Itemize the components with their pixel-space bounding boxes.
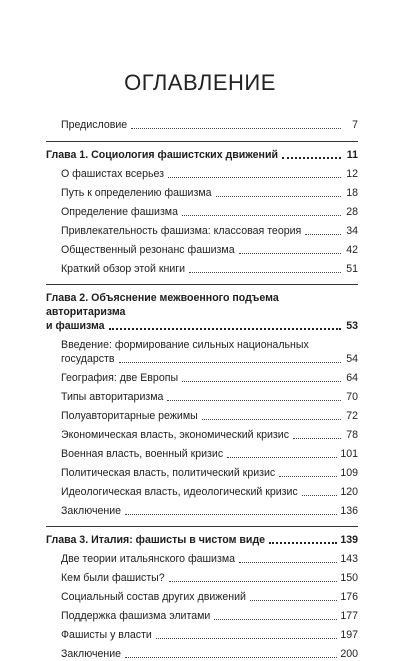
toc-entry-label: Экономическая власть, экономический кризис (61, 429, 289, 441)
toc-page-number: 139 (340, 534, 358, 546)
toc-page-number: 28 (346, 206, 358, 218)
toc-page-number: 177 (340, 610, 358, 622)
dot-leader (227, 456, 337, 458)
toc-page-number: 136 (340, 505, 358, 517)
toc-entry[interactable] (46, 167, 358, 181)
toc-entry[interactable] (46, 571, 358, 585)
toc-entry[interactable] (46, 466, 358, 480)
toc-page-number: 109 (340, 467, 358, 479)
toc-entry[interactable] (46, 447, 358, 461)
toc-entry[interactable] (46, 647, 358, 661)
chapter-divider (46, 141, 358, 142)
dot-leader (279, 475, 337, 477)
toc-entry-intro[interactable] (46, 352, 358, 366)
dot-leader (125, 656, 337, 658)
dot-leader (239, 252, 341, 254)
chapter-title: Глава 1. Социология фашистских движений (46, 149, 278, 161)
toc-page-number: 11 (346, 149, 358, 161)
dot-leader (305, 233, 341, 235)
toc-entry-label: Идеологическая власть, идеологический кризис (61, 486, 298, 498)
toc-page-number: 200 (340, 648, 358, 660)
chapter-divider (46, 526, 358, 527)
toc-entry[interactable] (46, 243, 358, 257)
toc-page-number: 64 (346, 372, 358, 384)
dot-leader (214, 618, 337, 620)
chapter-title: Глава 3. Италия: фашисты в чистом виде (46, 534, 266, 546)
toc-entry[interactable] (46, 552, 358, 566)
toc-entry-label: Две теории итальянского фашизма (61, 553, 235, 565)
dot-leader (109, 327, 341, 330)
toc-entry-label: Краткий обзор этой книги (61, 263, 186, 275)
toc-page-number: 70 (346, 391, 358, 403)
toc-page-number: 120 (340, 486, 358, 498)
toc-chapter-1[interactable] (46, 148, 358, 162)
toc-entry[interactable] (46, 205, 358, 219)
toc-entry-label: О фашистах всерьез (61, 168, 164, 180)
toc-entry-label: Заключение (61, 648, 122, 660)
toc-page-number: 7 (352, 119, 358, 131)
chapter-divider (46, 284, 358, 285)
toc-entry-label: Политическая власть, политический кризис (61, 467, 276, 479)
dot-leader (156, 637, 337, 639)
dot-leader (302, 494, 338, 496)
toc-page-number: 143 (340, 553, 358, 565)
toc-page-number: 34 (346, 225, 358, 237)
dot-leader (168, 176, 341, 178)
chapter-title: и фашизма (46, 320, 105, 332)
toc-entry-label: Определение фашизма (61, 206, 178, 218)
toc-entry[interactable] (46, 390, 358, 404)
toc-page-number: 150 (340, 572, 358, 584)
table-of-contents (46, 118, 358, 661)
toc-entry[interactable] (46, 262, 358, 276)
toc-entry[interactable] (46, 504, 358, 518)
dot-leader (119, 361, 341, 363)
toc-page-number: 42 (346, 244, 358, 256)
toc-entry-label: Социальный состав других движений (61, 591, 246, 603)
toc-entry-label: Полуавторитарные режимы (61, 410, 198, 422)
toc-entry-label: Заключение (61, 505, 122, 517)
dot-leader (250, 599, 337, 601)
toc-entry-label: География: две Европы (61, 372, 179, 384)
toc-entry-label: государств (61, 353, 115, 365)
toc-entry[interactable] (46, 485, 358, 499)
dot-leader (182, 380, 341, 382)
toc-entry[interactable] (46, 428, 358, 442)
dot-leader (239, 561, 337, 563)
dot-leader (189, 271, 341, 273)
toc-entry-preface[interactable] (46, 118, 358, 132)
toc-page-number: 197 (340, 629, 358, 641)
toc-entry-label: Поддержка фашизма элитами (61, 610, 211, 622)
toc-page-number: 51 (346, 263, 358, 275)
toc-entry[interactable] (46, 224, 358, 238)
toc-entry-label: Путь к определению фашизма (61, 187, 212, 199)
toc-chapter-3[interactable] (46, 533, 358, 547)
toc-entry-label: Военная власть, военный кризис (61, 448, 224, 460)
toc-entry-label-line: Введение: формирование сильных национальных (61, 339, 309, 351)
toc-page-number: 72 (346, 410, 358, 422)
toc-page-number: 101 (340, 448, 358, 460)
dot-leader (169, 580, 338, 582)
toc-chapter-2[interactable] (46, 319, 358, 333)
toc-entry[interactable] (46, 628, 358, 642)
toc-page-number: 53 (346, 320, 358, 332)
toc-entry-label: Привлекательность фашизма: классовая теория (61, 225, 302, 237)
toc-page-number: 18 (346, 187, 358, 199)
dot-leader (125, 513, 337, 515)
toc-entry-label: Кем были фашисты? (61, 572, 165, 584)
dot-leader (216, 195, 342, 197)
toc-entry-label: Общественный резонанс фашизма (61, 244, 235, 256)
toc-entry-label: Типы авторитаризма (61, 391, 164, 403)
dot-leader (167, 399, 341, 401)
toc-entry[interactable] (46, 371, 358, 385)
toc-entry-label: Предисловие (46, 118, 127, 132)
toc-entry[interactable] (46, 186, 358, 200)
page-title: ОГЛАВЛЕНИЕ (124, 70, 276, 95)
dot-leader (182, 214, 341, 216)
dot-leader (293, 437, 341, 439)
toc-entry-label: Фашисты у власти (61, 629, 152, 641)
toc-page-number: 54 (346, 353, 358, 365)
dot-leader (282, 156, 341, 159)
toc-entry[interactable] (46, 409, 358, 423)
dot-leader (131, 127, 341, 129)
toc-entry[interactable] (46, 609, 358, 623)
toc-page-number: 12 (346, 168, 358, 180)
toc-entry[interactable] (46, 590, 358, 604)
dot-leader (202, 418, 341, 420)
dot-leader (269, 541, 337, 544)
toc-page-number: 78 (346, 429, 358, 441)
toc-page-number: 176 (340, 591, 358, 603)
chapter-title-line: Глава 2. Объяснение межвоенного подъема авторитаризма (46, 292, 279, 318)
